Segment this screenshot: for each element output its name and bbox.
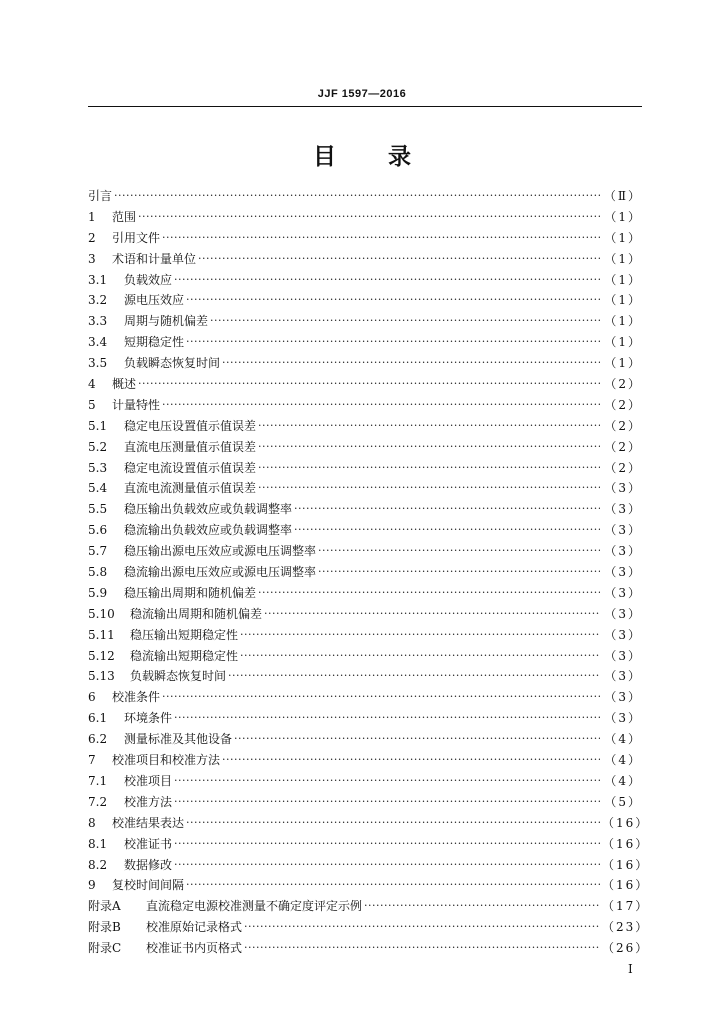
toc-dot-leader: [186, 813, 600, 834]
toc-entry[interactable]: [88, 938, 650, 959]
toc-entry-number: 5.12: [88, 648, 115, 663]
toc-entry[interactable]: [88, 270, 642, 291]
toc-entry-page: （3）: [604, 585, 642, 600]
toc-entry-label: 复校时间间隔: [112, 878, 185, 893]
toc-entry[interactable]: [88, 855, 650, 876]
toc-entry-page: （3）: [604, 502, 642, 517]
toc-entry-number: 3.5: [88, 356, 108, 371]
toc-dot-leader: [244, 938, 600, 959]
toc-dot-leader: [258, 416, 600, 437]
toc-entry[interactable]: [88, 625, 642, 646]
toc-entry-page: （1）: [604, 272, 642, 287]
toc-entry-number: 3.4: [88, 335, 108, 350]
toc-entry-number: 5.9: [88, 585, 108, 600]
toc-entry-number: 5.5: [88, 502, 108, 517]
toc-entry-label: 校准方法: [124, 794, 173, 809]
toc-entry-number: 8: [88, 815, 96, 830]
toc-dot-leader: [186, 875, 600, 896]
toc-entry-number: 3: [88, 251, 96, 266]
toc-entry[interactable]: [88, 478, 642, 499]
toc-entry-page: （1）: [604, 335, 642, 350]
toc-entry-page: （23）: [602, 920, 650, 935]
toc-entry[interactable]: [88, 834, 650, 855]
toc-entry-label: 稳压输出周期和随机偏差: [124, 585, 257, 600]
toc-entry-page: （1）: [604, 314, 642, 329]
toc-entry-page: （3）: [604, 606, 642, 621]
page-title: [0, 138, 724, 171]
toc-entry-number: 3.3: [88, 314, 108, 329]
toc-entry-page: （2）: [604, 397, 642, 412]
toc-entry-label: 校准证书内页格式: [146, 941, 243, 956]
toc-entry[interactable]: [88, 708, 642, 729]
title-char-2: 录: [388, 144, 411, 170]
toc-dot-leader: [174, 834, 600, 855]
toc-entry-page: （3）: [604, 481, 642, 496]
toc-entry[interactable]: [88, 374, 642, 395]
toc-entry-number: 附录B: [88, 920, 121, 935]
toc-entry[interactable]: [88, 729, 642, 750]
toc-entry-number: 附录C: [88, 941, 122, 956]
toc-dot-leader: [222, 750, 600, 771]
toc-entry-number: 5.3: [88, 460, 108, 475]
toc-dot-leader: [318, 541, 600, 562]
toc-entry-number: 5.13: [88, 669, 115, 684]
toc-entry-number: 2: [88, 230, 96, 245]
toc-entry-label: 校准证书: [124, 836, 173, 851]
toc-entry-number: 5.10: [88, 606, 115, 621]
toc-entry-page: （3）: [604, 544, 642, 559]
toc-entry[interactable]: [88, 541, 642, 562]
toc-entry-label: 校准原始记录格式: [146, 920, 243, 935]
toc-entry-number: 6.2: [88, 732, 108, 747]
toc-entry-label: 稳压输出短期稳定性: [130, 627, 239, 642]
toc-entry-number: 5.1: [88, 418, 108, 433]
toc-entry[interactable]: [88, 228, 642, 249]
toc-entry-label: 稳定电流设置值示值误差: [124, 460, 257, 475]
toc-dot-leader: [294, 499, 600, 520]
toc-entry-number: 9: [88, 878, 96, 893]
toc-entry[interactable]: [88, 520, 642, 541]
toc-entry-number: 4: [88, 377, 96, 392]
toc-dot-leader: [114, 186, 600, 207]
toc-dot-leader: [364, 896, 600, 917]
toc-entry-label: 范围: [112, 209, 137, 224]
toc-entry[interactable]: [88, 290, 642, 311]
toc-entry[interactable]: [88, 249, 642, 270]
toc-entry[interactable]: [88, 813, 650, 834]
toc-entry-label: 源电压效应: [124, 293, 185, 308]
toc-entry-number: 3.2: [88, 293, 108, 308]
toc-entry-number: 附录A: [88, 899, 121, 914]
toc-dot-leader: [162, 687, 600, 708]
toc-entry-page: （3）: [604, 711, 642, 726]
toc-entry[interactable]: [88, 437, 642, 458]
toc-entry-page: （2）: [604, 377, 642, 392]
toc-entry[interactable]: [88, 646, 642, 667]
toc-entry-label: 负载瞬态恢复时间: [130, 669, 227, 684]
toc-entry-page: （Ⅱ）: [603, 189, 642, 203]
toc-entry-label: 直流电压测量值示值误差: [124, 439, 257, 454]
toc-entry[interactable]: [88, 207, 642, 228]
toc-entry-label: 稳定电压设置值示值误差: [124, 418, 257, 433]
title-char-1: 目: [313, 144, 336, 170]
toc-entry-label: 稳流输出周期和随机偏差: [130, 606, 263, 621]
toc-dot-leader: [240, 646, 600, 667]
toc-entry-page: （2）: [604, 439, 642, 454]
toc-entry-page: （1）: [604, 230, 642, 245]
toc-entry[interactable]: [88, 186, 642, 207]
toc-entry-page: （3）: [604, 523, 642, 538]
toc-dot-leader: [174, 708, 600, 729]
toc-entry-page: （2）: [604, 418, 642, 433]
toc-entry-number: 5.11: [88, 627, 115, 642]
toc-dot-leader: [318, 562, 600, 583]
toc-entry-page: （4）: [604, 732, 642, 747]
toc-entry-page: （26）: [602, 941, 650, 956]
toc-entry-number: 5: [88, 397, 96, 412]
toc-dot-leader: [258, 583, 600, 604]
toc-dot-leader: [258, 437, 600, 458]
toc-entry-page: （16）: [602, 857, 650, 872]
toc-entry-number: 7.1: [88, 773, 108, 788]
toc-entry-label: 概述: [112, 377, 137, 392]
toc-entry[interactable]: [88, 311, 642, 332]
toc-entry[interactable]: [88, 917, 650, 938]
toc-dot-leader: [244, 917, 600, 938]
toc-entry-label: 稳流输出源电压效应或源电压调整率: [124, 565, 317, 580]
toc-entry-number: 1: [88, 209, 96, 224]
toc-entry[interactable]: [88, 875, 650, 896]
toc-entry-page: （17）: [602, 899, 650, 914]
toc-entry-page: （5）: [604, 794, 642, 809]
toc-entry-number: 5.7: [88, 544, 108, 559]
toc-entry-number: 8.2: [88, 857, 108, 872]
toc-entry-label: 引用文件: [112, 230, 161, 245]
toc-entry-label: 计量特性: [112, 397, 161, 412]
toc-entry-label: 周期与随机偏差: [124, 314, 209, 329]
toc-entry-label: 校准条件: [112, 690, 161, 705]
toc-dot-leader: [258, 478, 600, 499]
toc-entry-page: （4）: [604, 753, 642, 768]
toc-entry[interactable]: [88, 583, 642, 604]
toc-entry-page: （3）: [604, 669, 642, 684]
toc-entry[interactable]: [88, 771, 642, 792]
toc-entry-page: （3）: [604, 648, 642, 663]
toc-entry[interactable]: [88, 687, 642, 708]
toc-entry-number: 5.6: [88, 523, 108, 538]
toc-entry-label: 直流电流测量值示值误差: [124, 481, 257, 496]
toc-entry-label: 稳压输出负载效应或负载调整率: [124, 502, 293, 517]
toc-entry-number: 8.1: [88, 836, 108, 851]
toc-dot-leader: [258, 458, 600, 479]
toc-dot-leader: [210, 311, 600, 332]
toc-dot-leader: [138, 374, 600, 395]
toc-entry-number: 7: [88, 753, 96, 768]
toc-entry-number: 5.2: [88, 439, 108, 454]
toc-entry-page: （16）: [602, 836, 650, 851]
toc-entry-page: （1）: [604, 251, 642, 266]
toc-dot-leader: [174, 771, 600, 792]
toc-entry[interactable]: [88, 395, 642, 416]
toc-entry-label: 校准结果表达: [112, 815, 185, 830]
toc-entry-label: 校准项目和校准方法: [112, 753, 221, 768]
toc-entry-page: （16）: [602, 878, 650, 893]
toc-entry-label: 短期稳定性: [124, 335, 185, 350]
toc-entry-page: （2）: [604, 460, 642, 475]
toc-dot-leader: [294, 520, 600, 541]
table-of-contents: [88, 186, 650, 959]
toc-entry[interactable]: [88, 750, 642, 771]
header-divider: [88, 106, 642, 107]
toc-dot-leader: [198, 249, 600, 270]
toc-dot-leader: [162, 395, 600, 416]
toc-entry[interactable]: [88, 353, 642, 374]
toc-entry-label: 稳流输出负载效应或负载调整率: [124, 523, 293, 538]
toc-entry-label: 稳压输出源电压效应或源电压调整率: [124, 544, 317, 559]
toc-entry[interactable]: [88, 458, 642, 479]
toc-entry-number: 5.4: [88, 481, 108, 496]
toc-entry-label: 负载瞬态恢复时间: [124, 356, 221, 371]
toc-dot-leader: [240, 625, 600, 646]
toc-entry-label: 测量标准及其他设备: [124, 732, 233, 747]
toc-entry[interactable]: [88, 416, 642, 437]
toc-entry-number: 3.1: [88, 272, 108, 287]
toc-entry-label: 术语和计量单位: [112, 251, 197, 266]
toc-dot-leader: [228, 666, 600, 687]
toc-entry[interactable]: [88, 604, 642, 625]
toc-entry-label: 直流稳定电源校准测量不确定度评定示例: [146, 899, 363, 914]
toc-entry-page: （3）: [604, 565, 642, 580]
standard-code-header: JJF 1597—2016: [317, 88, 407, 100]
toc-entry-page: （3）: [604, 627, 642, 642]
toc-entry[interactable]: [88, 499, 642, 520]
toc-dot-leader: [234, 729, 600, 750]
toc-entry-label: 校准项目: [124, 773, 173, 788]
toc-entry-label: 引言: [88, 189, 113, 203]
toc-dot-leader: [174, 270, 600, 291]
toc-dot-leader: [264, 604, 600, 625]
toc-entry-label: 负载效应: [124, 272, 173, 287]
toc-entry-label: 环境条件: [124, 711, 173, 726]
toc-dot-leader: [222, 353, 600, 374]
toc-entry-number: 5.8: [88, 565, 108, 580]
toc-entry-label: 数据修改: [124, 857, 173, 872]
toc-entry-page: （3）: [604, 690, 642, 705]
toc-dot-leader: [186, 290, 600, 311]
toc-entry-page: （1）: [604, 209, 642, 224]
toc-dot-leader: [138, 207, 600, 228]
toc-entry[interactable]: [88, 562, 642, 583]
toc-entry[interactable]: [88, 666, 642, 687]
toc-entry-page: （1）: [604, 293, 642, 308]
toc-entry-page: （1）: [604, 356, 642, 371]
toc-entry-number: 6: [88, 690, 96, 705]
toc-entry[interactable]: [88, 792, 642, 813]
toc-dot-leader: [162, 228, 600, 249]
toc-entry-number: 6.1: [88, 711, 108, 726]
toc-entry-label: 稳流输出短期稳定性: [130, 648, 239, 663]
page-number: Ⅰ: [628, 962, 633, 976]
toc-entry[interactable]: [88, 332, 642, 353]
toc-entry-page: （4）: [604, 773, 642, 788]
toc-dot-leader: [174, 792, 600, 813]
toc-dot-leader: [186, 332, 600, 353]
toc-entry-page: （16）: [602, 815, 650, 830]
toc-entry-number: 7.2: [88, 794, 108, 809]
toc-entry[interactable]: [88, 896, 650, 917]
toc-dot-leader: [174, 855, 600, 876]
